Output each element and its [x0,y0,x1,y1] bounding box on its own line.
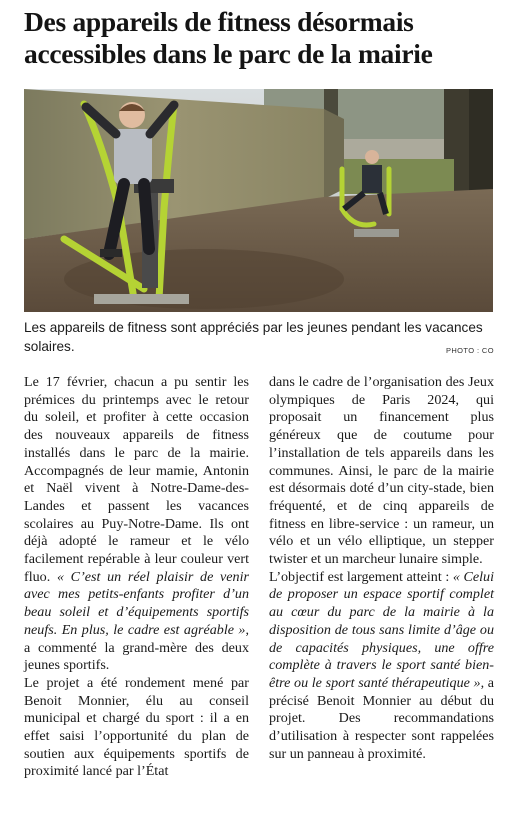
photo-caption: Les appareils de fitness sont appréciés par les jeunes pendant les vacances solaires. [24,320,483,354]
paragraph-2: Le projet a été rondement mené par Benoit Monnier, élu au conseil municipal et chargé du sport : il a en effet saisi l’opportunité du plan de soutien aux équipements sportifs de proximité lancé par l’État [24,674,249,780]
article-photo [24,89,493,312]
article-headline: Des appareils de fitness désormais accessibles dans le parc de la mairie [24,6,433,69]
article-column-left [24,374,249,781]
paragraph-3: dans le cadre de l’organisation des Jeux olympiques de Paris 2024, qui proposait un financement plus généreux que de coutume pour l’installation de tels appareils dans les communes. Ainsi, le parc de la mairie est désormais doté d’un city-stade, bien fréquenté, et de cinq appareils de fitness en libre-service : un rameur, un vélo et un vélo elliptique, un stepper twister et un marcheur lunaire simple. [269,374,494,568]
quote: « C’est un réel plaisir de venir avec mes petits-enfants profiter d’un beau soleil et d’équipements sportifs neufs. En plus, le cadre est agréable » [24,568,250,638]
paragraph-text: , a commenté la grand-mère des deux jeunes sportifs. [24,621,249,674]
photo-credit: PHOTO : CO [445,346,494,355]
quote: « Celui de proposer un espace sportif complet au cœur du parc de la mairie à la disposition de tous sans limite d’âge ou de capacités physiques, une offre complète à travers le sport santé bien-être ou le sport santé thérapeutique » [269,568,495,691]
paragraph-4 [269,569,494,764]
paragraph-text: L’objectif est largement atteint : [269,568,453,585]
article-column-right [269,374,494,763]
paragraph-text: , a précisé Benoit Monnier au début du projet. Des recommandations d’utilisation à respecter sont rappelées sur un panneau à proximité. [269,674,494,762]
paragraph-1 [24,374,249,675]
paragraph-text: Le 17 février, chacun a pu sentir les prémices du printemps avec le retour du soleil, et profiter à cette occasion des nouveaux appareils de fitness installés dans le parc de la mairie. Accompagnés de leur mamie, Antonin et Naël vivent à Notre-Dame-des-Landes et passent les vacances scolaires au Puy-Notre-Dame. Ils ont déjà adopté le rameur et le vélo facilement repérable à leur couleur vert fluo. [24,374,249,585]
